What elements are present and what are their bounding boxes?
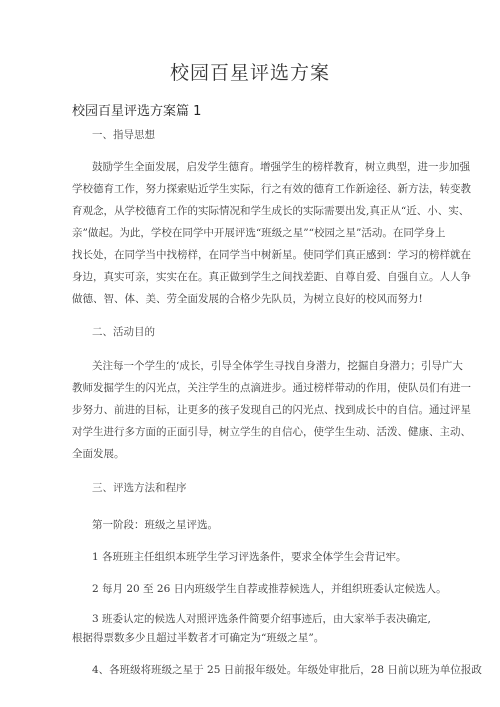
list-item: 4、各班级将班级之星于 25 日前报年级处。年级处审批后，28 日前以班为单位报政 — [92, 664, 482, 676]
paragraph-line: 全面发展。 — [72, 448, 125, 460]
paragraph-line: 找长处，在同学当中找榜样，在同学当中树新星。使同学们真正感到：学习的榜样就在 — [72, 249, 471, 261]
section-heading-activity-purpose: 二、活动目的 — [92, 326, 155, 338]
list-item: 3 班委认定的候选人对照评选条件简要介绍事迹后，由大家举手表决确定, — [92, 613, 431, 625]
paragraph-line: 亲”做起。为此，学校在同学中开展评选“班级之星”“校园之星”活动。在同学身上 — [72, 227, 446, 239]
stage-heading: 第一阶段：班级之星评选。 — [92, 519, 218, 531]
paragraph-line: 育观念，从学校德育工作的实际情况和学生成长的实际需要出发,真正从“近、小、实、 — [72, 205, 470, 217]
paragraph-line: 鼓励学生全面发展，启发学生德育。增强学生的榜样教育，树立典型，进一步加强 — [92, 161, 470, 173]
list-item: 1 各班班主任组织本班学生学习评选条件，要求全体学生会背记牢。 — [92, 551, 407, 563]
paragraph-line: 教师发掘学生的闪光点，关注学生的点滴进步。通过榜样带动的作用，使队员们有进一 — [72, 382, 471, 394]
paragraph-line: 对学生进行多方面的正面引导，树立学生的自信心，使学生生动、活泼、健康、主动、 — [72, 426, 471, 438]
section-heading-guiding-principle: 一、指导思想 — [92, 129, 155, 141]
list-item: 2 每月 20 至 26 日内班级学生自荐或推荐候选人，并组织班委认定候选人。 — [92, 583, 447, 595]
paragraph-line: 做德、智、体、美、劳全面发展的合格少先队员，为树立良好的校风而努力! — [72, 293, 423, 305]
list-item-continuation: 根据得票数多少且超过半数者才可确定为“班级之星”。 — [72, 632, 325, 644]
document-title: 校园百星评选方案 — [169, 62, 330, 84]
section-heading-method-procedure: 三、评选方法和程序 — [92, 482, 187, 494]
paragraph-line: 学校德育工作，努力探索贴近学生实际，行之有效的德育工作新途径、新方法，转变教 — [72, 183, 471, 195]
paragraph-line: 关注每一个学生的‘成长，引导全体学生寻找自身潜力，挖掘自身潜力；引导广大 — [92, 360, 463, 372]
article-subtitle: 校园百星评选方案篇 1 — [72, 104, 202, 119]
paragraph-line: 步努力、前进的目标，让更多的孩子发现自己的闪光点、找到成长中的自信。通过评星 — [72, 404, 471, 416]
paragraph-line: 身边，真实可亲，实实在在。真正做到学生之间找差距、自尊自爱、自强自立。人人争 — [72, 271, 471, 283]
